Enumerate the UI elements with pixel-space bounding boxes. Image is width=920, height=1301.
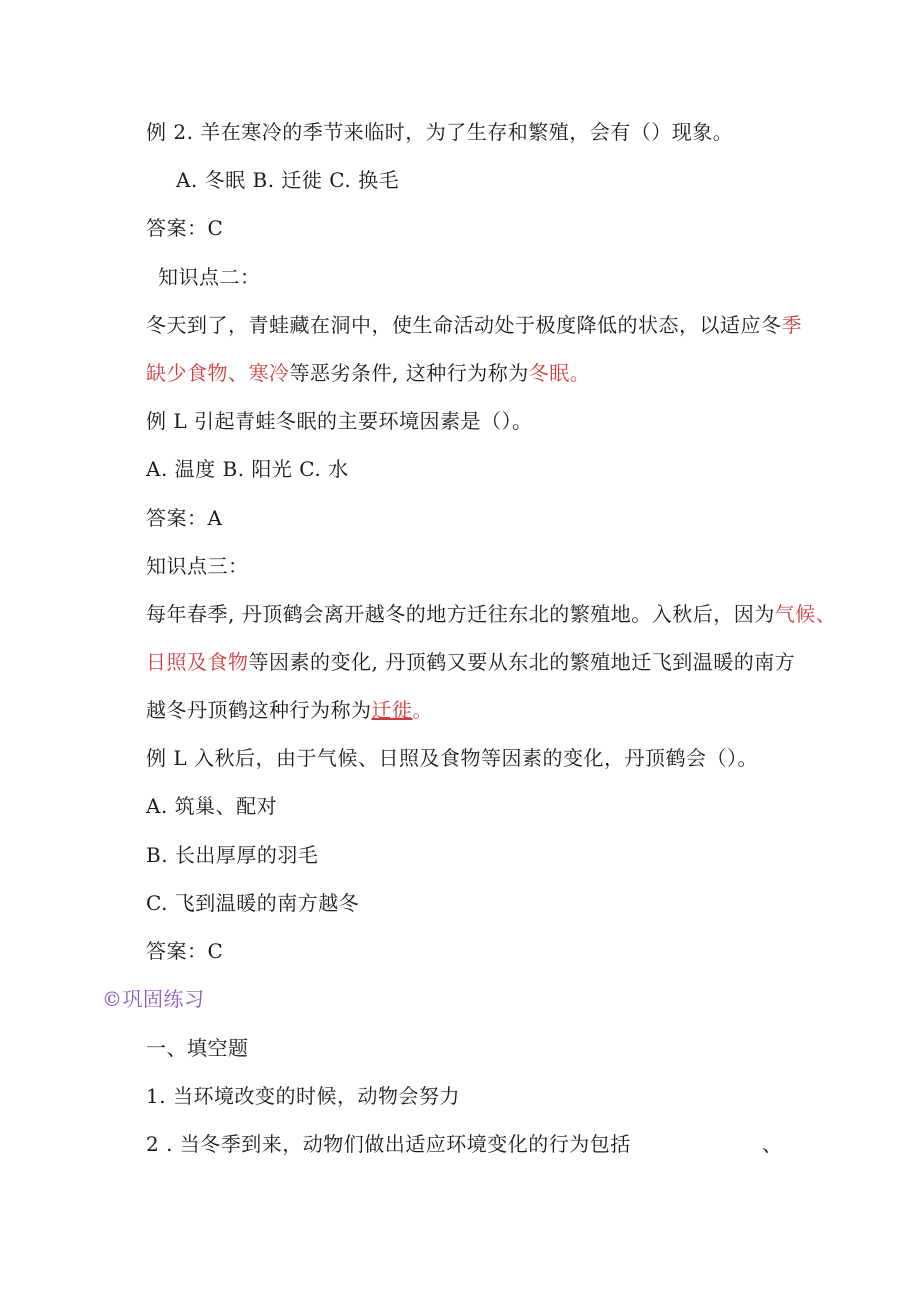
question-1: 1. 当环境改变的时候，动物会努力 <box>146 1084 460 1108</box>
example-1b-answer: 答案：C <box>146 939 224 963</box>
example-1b-option-b: B. 长出厚厚的羽毛 <box>146 843 319 867</box>
kp2-text-middle: 等恶劣条件, 这种行为称为 <box>289 361 529 385</box>
example-2-answer: 答案：C <box>146 216 224 240</box>
knowledge-point-3-paragraph-line-2 <box>146 648 795 676</box>
example-1a-answer: 答案：A <box>146 506 223 530</box>
example-1b-question: 例 L 入秋后，由于气候、日照及食物等因素的变化，丹顶鹤会（）。 <box>146 746 758 770</box>
example-2-options: A. 冬眠 B. 迁徙 C. 换毛 <box>176 168 400 192</box>
example-1b-option-a: A. 筑巢、配对 <box>146 794 278 818</box>
kp3-highlight-sunlight-food: 日照及食物 <box>146 650 249 674</box>
kp2-highlight-hibernation: 冬眠。 <box>528 361 591 385</box>
kp2-highlight-season: 季 <box>781 313 802 337</box>
kp3-text: 每年春季, 丹顶鹤会离开越冬的地方迁往东北的繁殖地。入秋后，因为 <box>146 602 775 626</box>
knowledge-point-3-paragraph-line-3 <box>146 696 433 724</box>
kp2-text: 冬天到了，青蛙藏在洞中，使生命活动处于极度降低的状态，以适应冬 <box>146 313 782 337</box>
question-2-separator: 、 <box>762 1132 783 1156</box>
kp3-period: 。 <box>412 698 433 722</box>
question-2: 2 . 当冬季到来，动物们做出适应环境变化的行为包括 <box>146 1132 631 1156</box>
fill-in-blank-heading: 一、填空题 <box>146 1036 249 1060</box>
example-1a-options: A. 温度 B. 阳光 C. 水 <box>146 457 349 481</box>
example-2-question: 例 2. 羊在寒冷的季节来临时，为了生存和繁殖，会有（）现象。 <box>146 120 734 144</box>
practice-heading: ©巩固练习 <box>102 987 205 1011</box>
kp3-text-rest: 等因素的变化, 丹顶鹤又要从东北的繁殖地迁飞到温暖的南方 <box>248 650 796 674</box>
kp3-highlight-climate: 气候、 <box>774 602 837 626</box>
kp3-text-end: 越冬丹顶鹤这种行为称为 <box>146 698 372 722</box>
knowledge-point-2-paragraph-line-2 <box>146 359 590 387</box>
knowledge-point-2-title: 知识点二： <box>158 265 261 289</box>
example-1a-question: 例 L 引起青蛙冬眠的主要环境因素是（）。 <box>146 409 533 433</box>
kp2-highlight-conditions: 缺少食物、寒冷 <box>146 361 290 385</box>
knowledge-point-3-title: 知识点三： <box>146 554 249 578</box>
kp3-highlight-migration: 迁徙 <box>371 698 413 722</box>
knowledge-point-2-paragraph-line-1 <box>146 311 802 339</box>
knowledge-point-3-paragraph-line-1 <box>146 600 836 628</box>
example-1b-option-c: C. 飞到温暖的南方越冬 <box>146 891 360 915</box>
